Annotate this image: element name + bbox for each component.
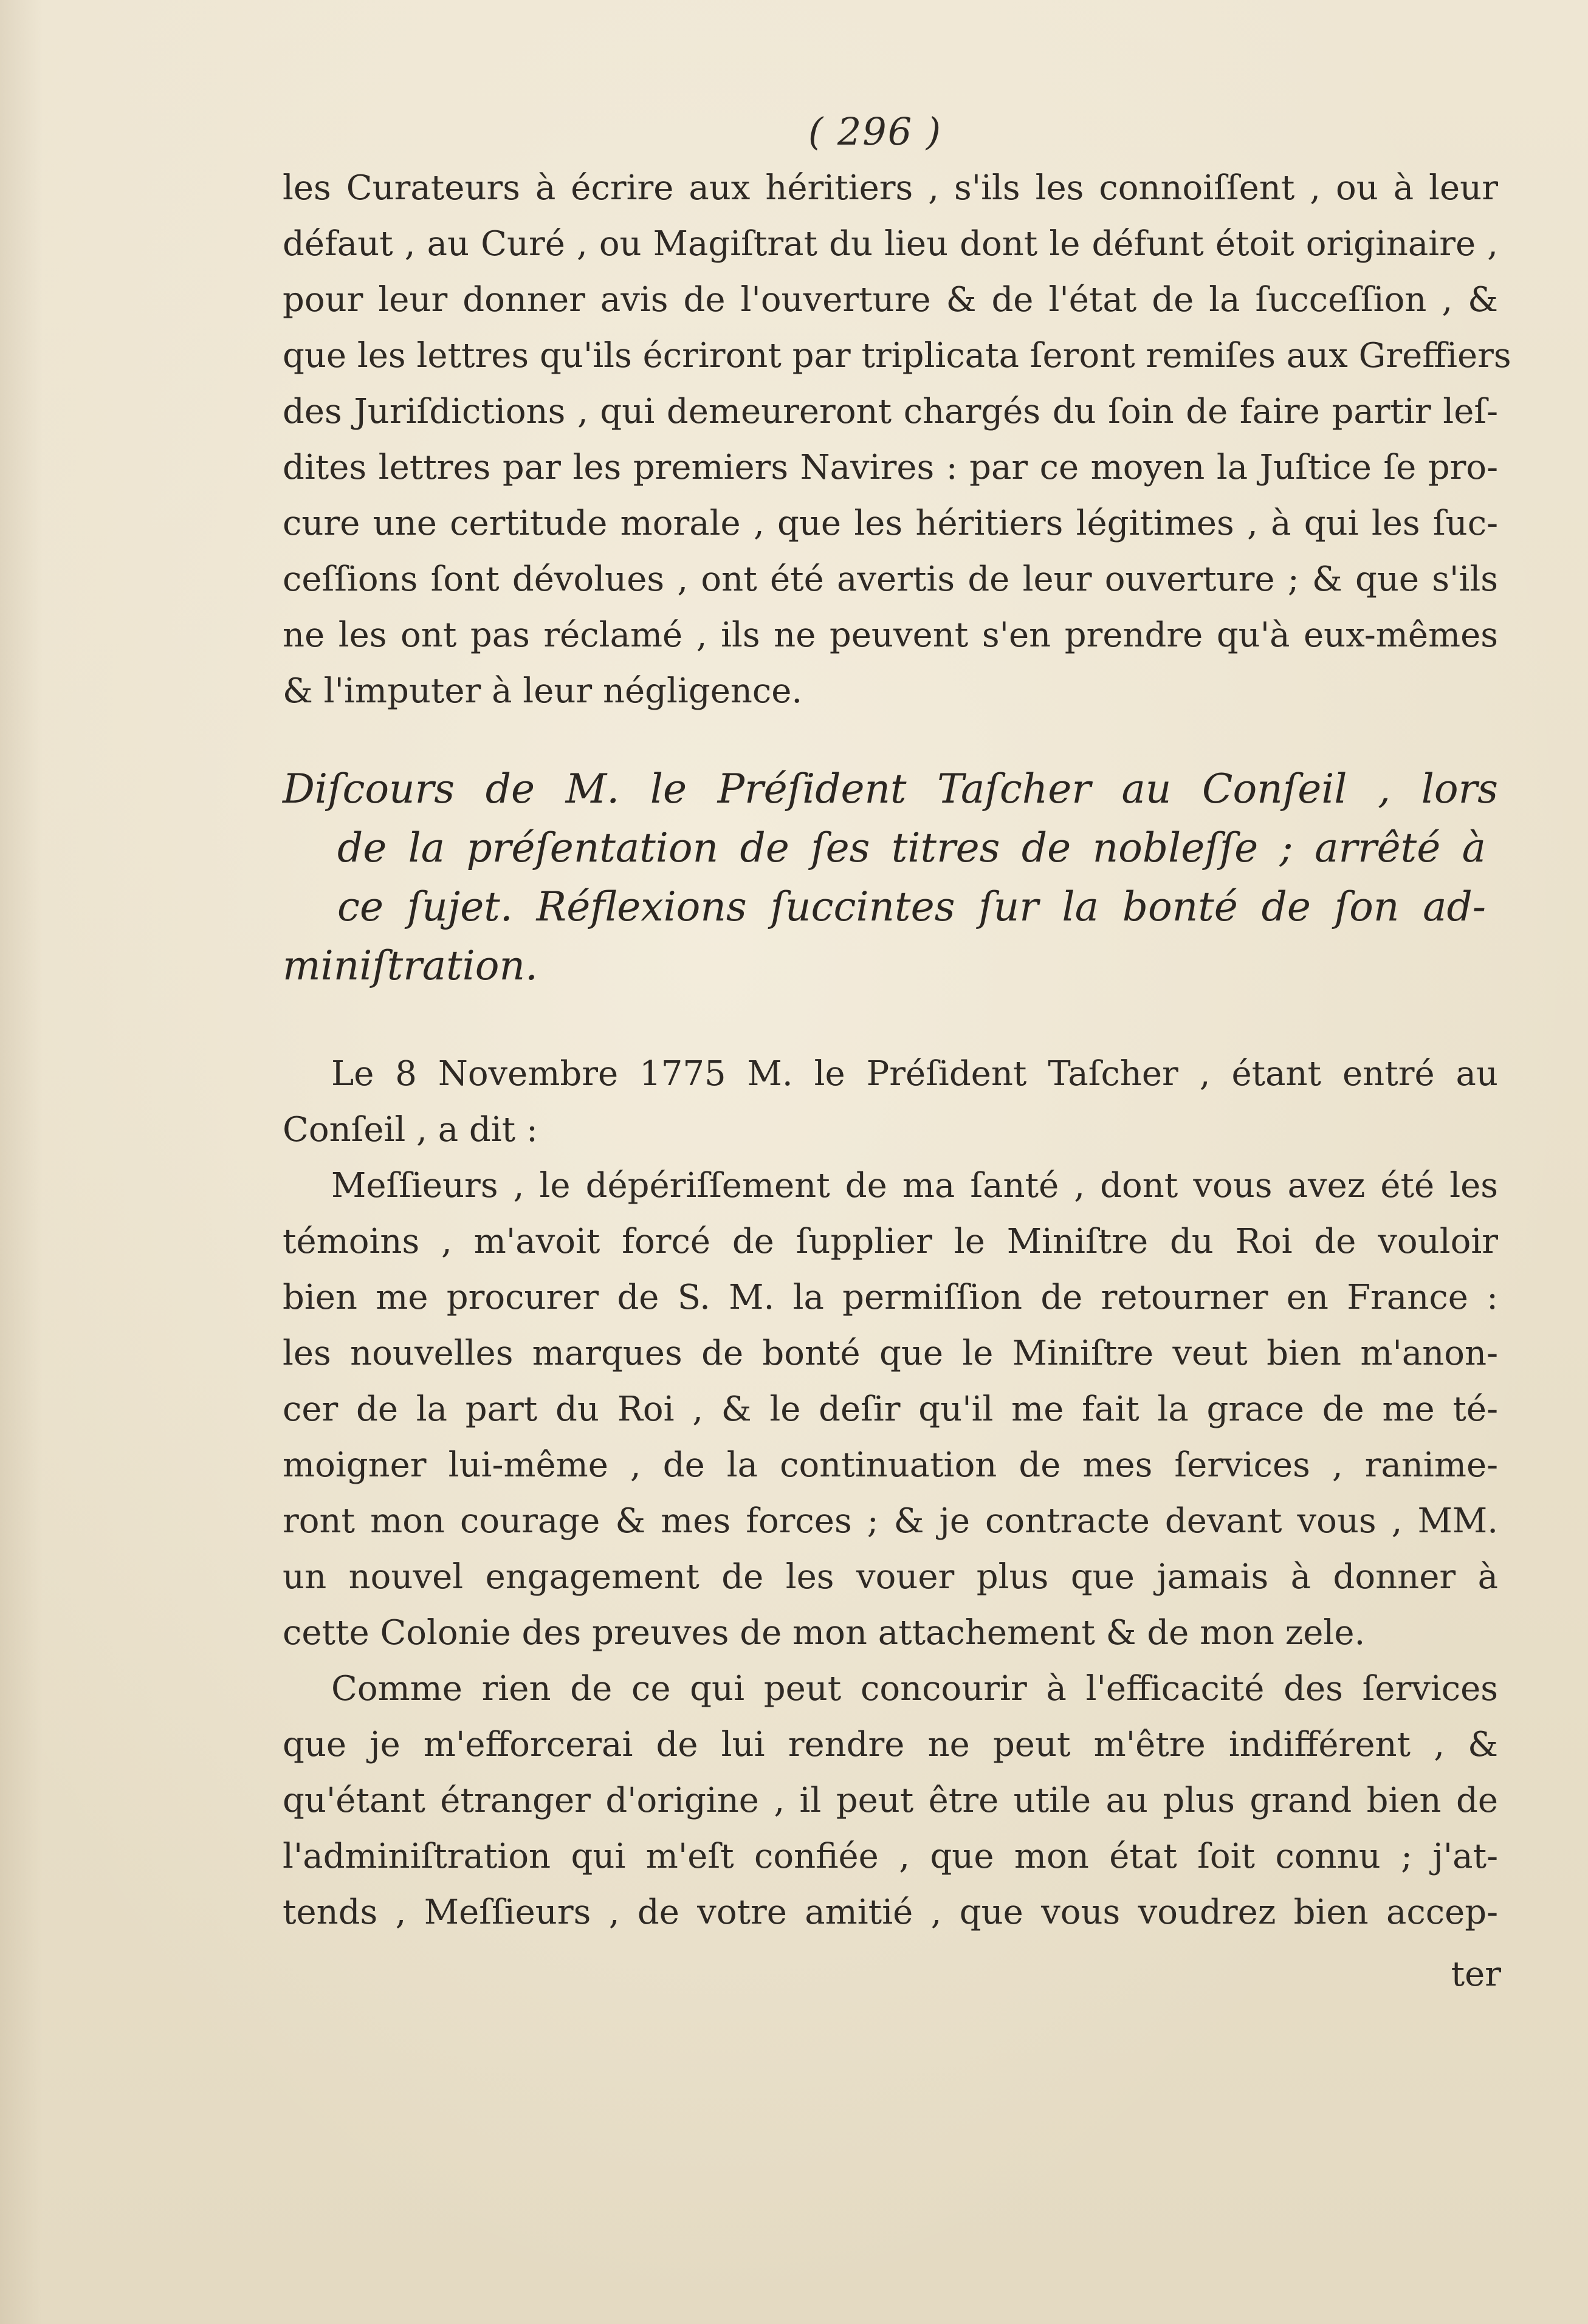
text-line: que je m'efforcerai de lui rendre ne peut m'être indifférent , & <box>283 1725 1498 1764</box>
catchword: ter <box>1451 1955 1501 1994</box>
text-line: l'adminiſtration qui m'eſt confiée , que mon état ſoit connu ; j'at- <box>283 1837 1498 1876</box>
text-line: Conſeil , a dit : <box>283 1110 538 1150</box>
section-heading-line: de la préſentation de ſes titres de nobleſſe ; arrêté à <box>337 824 1486 871</box>
text-line: témoins , m'avoit forcé de ſupplier le Miniſtre du Roi de vouloir <box>283 1222 1498 1261</box>
text-line: des Juriſdictions , qui demeureront chargés du ſoin de faire partir leſ- <box>283 392 1498 431</box>
text-line: que les lettres qu'ils écriront par triplicata ſeront remiſes aux Greffiers <box>283 336 1511 375</box>
text-line: Comme rien de ce qui peut concourir à l'efficacité des ſervices <box>331 1669 1498 1709</box>
text-line: ne les ont pas réclamé , ils ne peuvent s'en prendre qu'à eux-mêmes <box>283 615 1498 655</box>
page-number: ( 296 ) <box>808 109 943 154</box>
text-line: cer de la part du Roi , & le deſir qu'il me fait la grace de me té- <box>283 1390 1498 1429</box>
text-line: bien me procurer de S. M. la permiſſion de retourner en France : <box>283 1278 1498 1317</box>
section-heading-line: miniſtration. <box>283 942 538 989</box>
section-heading-line: ce ſujet. Réflexions ſuccintes ſur la bonté de ſon ad- <box>337 883 1486 930</box>
text-line: cure une certitude morale , que les héritiers légitimes , à qui les ſuc- <box>283 504 1498 543</box>
text-line: les Curateurs à écrire aux héritiers , s'ils les connoiſſent , ou à leur <box>283 168 1498 208</box>
section-heading-line: Diſcours de M. le Préſident Taſcher au Conſeil , lors <box>283 766 1498 812</box>
text-line: ceſſions ſont dévolues , ont été avertis de leur ouverture ; & que s'ils <box>283 560 1498 599</box>
text-line: moigner lui-même , de la continuation de mes ſervices , ranime- <box>283 1445 1498 1485</box>
text-line: qu'étant étranger d'origine , il peut être utile au plus grand bien de <box>283 1781 1498 1820</box>
text-line: tends , Meſſieurs , de votre amitié , que vous voudrez bien accep- <box>283 1893 1498 1932</box>
text-line: cette Colonie des preuves de mon attachement & de mon zele. <box>283 1613 1366 1653</box>
text-line: défaut , au Curé , ou Magiſtrat du lieu dont le défunt étoit originaire , <box>283 224 1498 264</box>
text-line: pour leur donner avis de l'ouverture & de l'état de la ſucceſſion , & <box>283 280 1498 320</box>
text-line: Le 8 Novembre 1775 M. le Préſident Taſcher , étant entré au <box>331 1054 1498 1094</box>
text-line: dites lettres par les premiers Navires : par ce moyen la Juſtice ſe pro- <box>283 448 1498 487</box>
text-line: Meſſieurs , le dépériſſement de ma ſanté , dont vous avez été les <box>331 1166 1498 1205</box>
text-line: un nouvel engagement de les vouer plus que jamais à donner à <box>283 1557 1498 1597</box>
text-line: ront mon courage & mes forces ; & je contracte devant vous , MM. <box>283 1501 1498 1541</box>
text-line: les nouvelles marques de bonté que le Miniſtre veut bien m'anon- <box>283 1334 1498 1373</box>
text-line: & l'imputer à leur négligence. <box>283 671 803 711</box>
